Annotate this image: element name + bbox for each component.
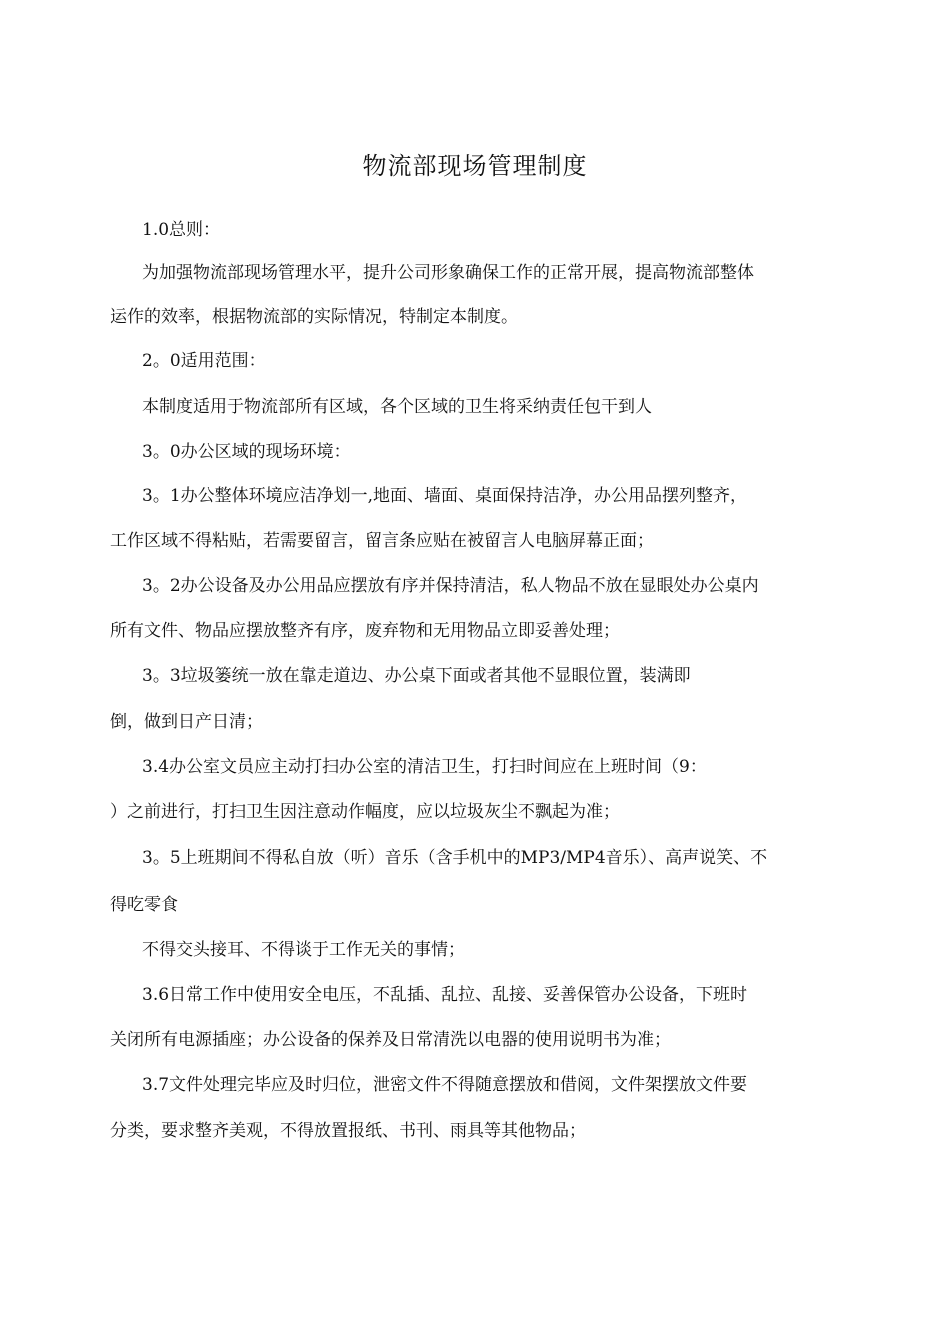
paragraph-line: 3.6日常工作中使用安全电压，不乱插、乱拉、乱接、妥善保管办公设备，下班时	[142, 985, 748, 1005]
section-heading-office-environment: 3。0办公区域的现场环境：	[142, 442, 351, 462]
paragraph-line: 得吃零食	[110, 895, 178, 915]
paragraph-line: 3。2办公设备及办公用品应摆放有序并保持清洁，私人物品不放在显眼处办公桌内	[142, 576, 759, 596]
paragraph-line: 倒，做到日产日清；	[110, 712, 263, 732]
paragraph-line: 工作区域不得粘贴，若需要留言，留言条应贴在被留言人电脑屏幕正面；	[110, 531, 654, 551]
paragraph-line: 不得交头接耳、不得谈于工作无关的事情；	[142, 940, 465, 960]
paragraph-line: 运作的效率，根据物流部的实际情况，特制定本制度。	[110, 307, 518, 327]
section-heading-scope: 2。0适用范围：	[142, 351, 266, 371]
paragraph-line: 关闭所有电源插座；办公设备的保养及日常清洗以电器的使用说明书为准；	[110, 1030, 671, 1050]
paragraph-line: 分类，要求整齐美观，不得放置报纸、书刊、雨具等其他物品；	[110, 1121, 586, 1141]
paragraph-line: 3。5上班期间不得私自放（听）音乐（含手机中的MP3/MP4音乐）、高声说笑、不	[142, 848, 768, 868]
document-title: 物流部现场管理制度	[362, 152, 588, 180]
paragraph-line: 3。3垃圾篓统一放在靠走道边、办公桌下面或者其他不显眼位置，装满即	[142, 666, 691, 686]
paragraph-line: 所有文件、物品应摆放整齐有序，废弃物和无用物品立即妥善处理；	[110, 621, 620, 641]
paragraph-line: 为加强物流部现场管理水平，提升公司形象确保工作的正常开展，提高物流部整体	[142, 263, 754, 283]
paragraph-line: 3.7文件处理完毕应及时归位，泄密文件不得随意摆放和借阅，文件架摆放文件要	[142, 1075, 748, 1095]
paragraph-line: 本制度适用于物流部所有区域，各个区域的卫生将采纳责任包干到人	[142, 397, 652, 417]
paragraph-line: 3.4办公室文员应主动打扫办公室的清洁卫生，打扫时间应在上班时间（9：	[142, 757, 707, 777]
section-heading-general: 1.0总则：	[142, 220, 221, 240]
paragraph-line: 3。1办公整体环境应洁净划一,地面、墙面、桌面保持洁净，办公用品摆列整齐，	[142, 486, 748, 506]
paragraph-line: ）之前进行，打扫卫生因注意动作幅度，应以垃圾灰尘不飘起为准；	[110, 802, 620, 822]
